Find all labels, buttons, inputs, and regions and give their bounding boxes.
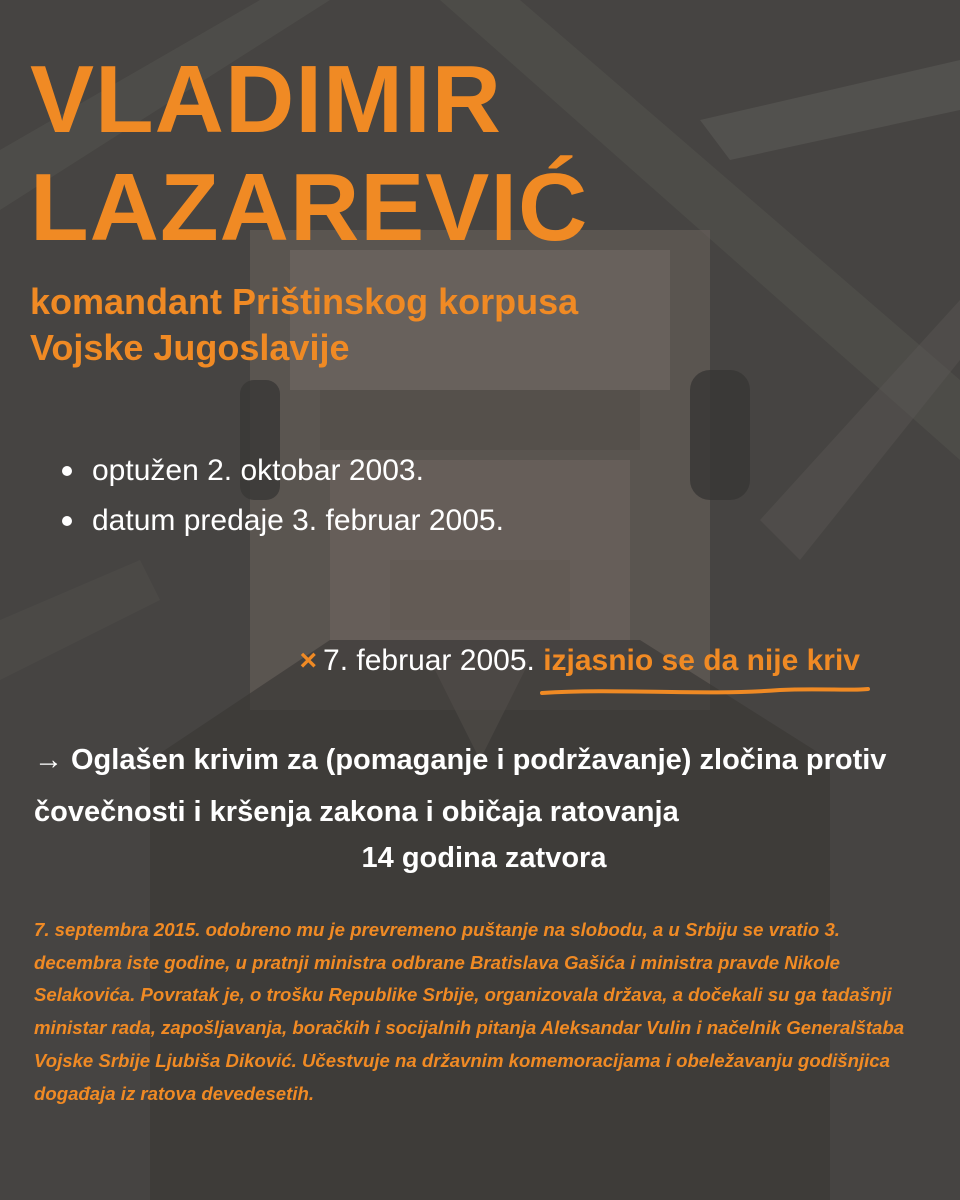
verdict-text — [34, 734, 934, 838]
bullet-dot-icon — [62, 516, 72, 526]
verdict-description: Oglašen krivim za (pomaganje i podržavanje) zločina protiv čovečnosti i kršenja zakona i običaja ratovanja — [34, 744, 887, 828]
release-paragraph: 7. septembra 2015. odobreno mu je prevremeno puštanje na slobodu, a u Srbiju se vratio 3. decembra iste godine, u pratnji ministra odbrane Bratislava Gašića i ministra pravde Nikole Selakovića. Povratak je, o trošku Republike Srbije, organizovala država, a dočekali su ga tadašnji ministar rada, zapošljavanja, boračkih i socijalnih pitanja Aleksandar Vulin i načelnik Generalštaba Vojske Srbije Ljubiša Diković. Učestvuje na državnim komemoracijama i obeležavanju godišnjica događaja iz ratova devedesetih. — [34, 919, 905, 1104]
bullet-surrender: datum predaje 3. februar 2005. — [92, 504, 504, 537]
bullet-indictment: optužen 2. oktobar 2003. — [92, 454, 424, 487]
brush-underline — [540, 684, 870, 700]
cross-mark-icon: × — [299, 644, 318, 677]
sentence-line — [0, 844, 960, 873]
name-line-last: LAZAREVIĆ — [30, 154, 589, 261]
plea-date: 7. februar 2005. — [323, 644, 535, 677]
timeline-bullets — [62, 456, 504, 556]
subtitle-line-1: komandant Prištinskog korpusa — [30, 281, 579, 322]
bullet-dot-icon — [62, 466, 72, 476]
plea-line — [299, 646, 860, 676]
name-line-first: VLADIMIR — [30, 46, 502, 153]
plea-statement: izjasnio se da nije kriv — [543, 644, 860, 677]
list-item — [62, 506, 504, 556]
subtitle-line-2: Vojske Jugoslavije — [30, 327, 350, 368]
arrow-right-icon: → — [34, 744, 63, 776]
list-item — [62, 456, 504, 506]
prison-sentence: 14 godina zatvora — [361, 842, 607, 874]
